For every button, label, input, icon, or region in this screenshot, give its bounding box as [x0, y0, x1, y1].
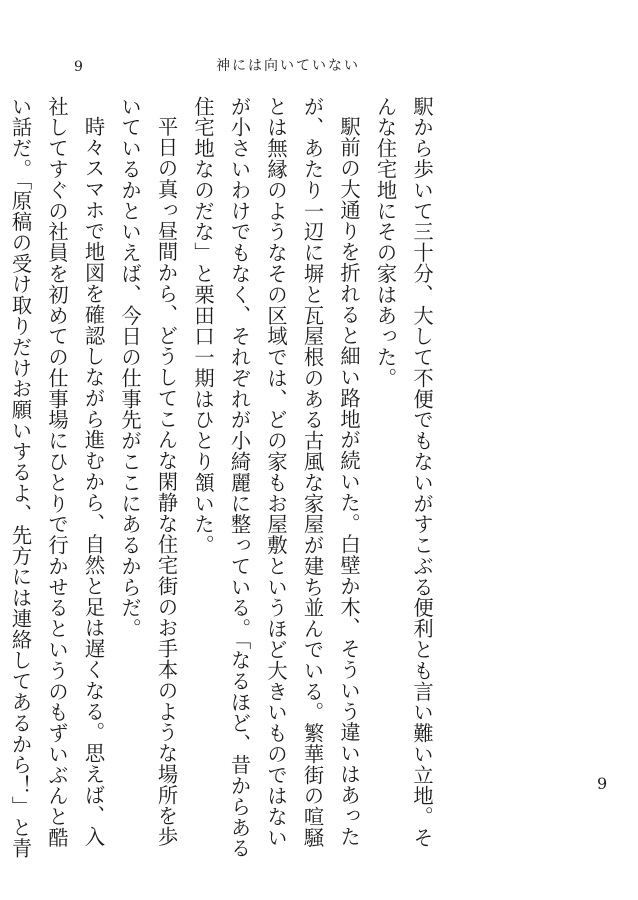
- paragraph-1: 駅から歩いて三十分、大して不便でもないがすこぶる便利とも言い難い立地。そんな住宅地にその家はあった。: [373, 96, 434, 849]
- page-number-side: 9: [597, 774, 608, 793]
- paragraph-3: 平日の真っ昼間から、どうしてこんな閑静な住宅街のお手本のような場所を歩いているかといえば、今日の仕事先がここにあるからだ。: [118, 96, 179, 848]
- paragraph-4: 時々スマホで地図を確認しながら進むから、自然と足は遅くなる。思えば、入社してすぐの社員を初めての仕事場にひとりで行かせるというのもずいぶんと酷い話だ。「原稿の受け取りだけお願いするよ、先方には連絡してあるから！」と青: [8, 96, 106, 859]
- running-title: 神には向いていない: [216, 58, 360, 74]
- paragraph-2: 駅前の大通りを折れると細い路地が続いた。白壁か木、そういう違いはあったが、あたり一辺に塀と瓦屋根のある古風な家屋が建ち並んでいる。繁華街の喧騒とは無縁のようなその区域では、どの家もお屋敷というほど大きいものではないが小さいわけでもなく、それぞれが小綺麗に整っている。「なるほど、昔からある住宅地なのだな」と栗田口一期はひとり頷いた。: [191, 96, 361, 859]
- body-text: [8, 96, 440, 866]
- page-number-top: 9: [74, 59, 83, 75]
